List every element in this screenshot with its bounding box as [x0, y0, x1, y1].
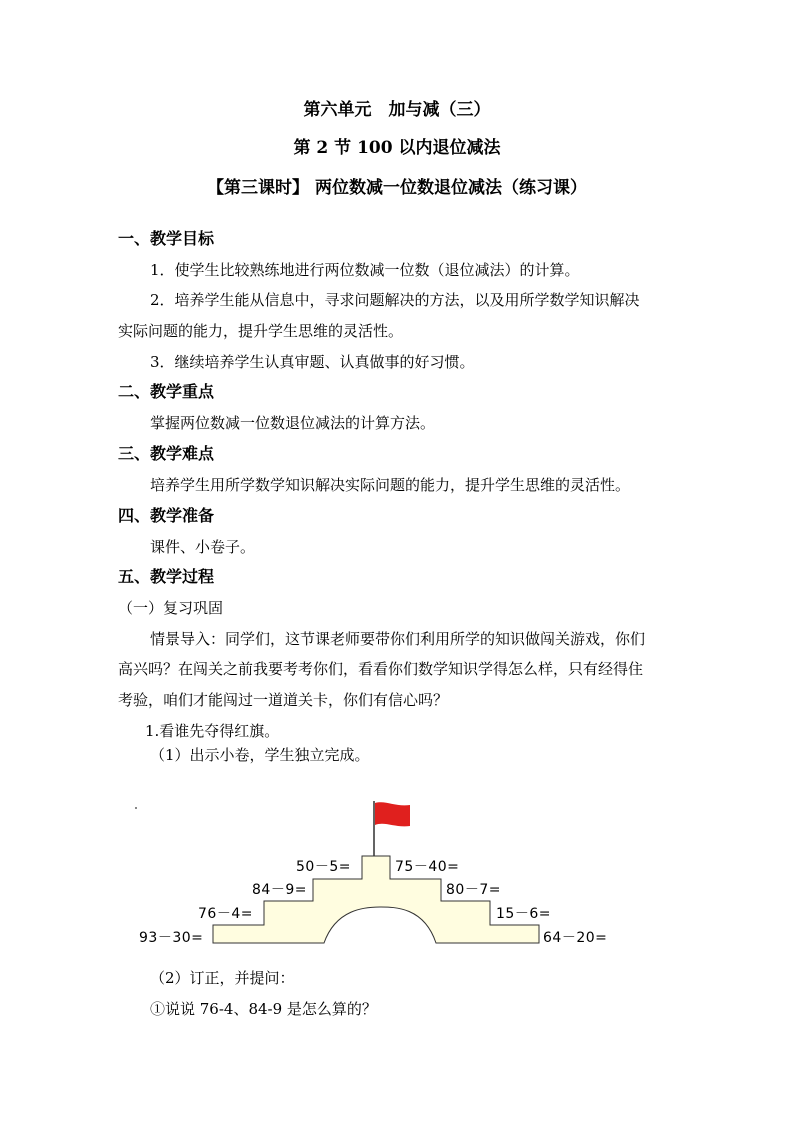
intro-line3: 考验，咱们才能闯过一道道关卡，你们有信心吗？ [118, 691, 449, 709]
stray-dot [135, 807, 137, 809]
equation-bottom-left: 93－30= [139, 930, 204, 946]
subheading-review: （一）复习巩固 [118, 599, 224, 617]
equation-level2-left: 84－9= [252, 882, 307, 898]
objective-2-line1: 2．培养学生能从信息中，寻求问题解决的方法，以及用所学数学知识解决 [150, 291, 640, 309]
objective-1: 1．使学生比较熟练地进行两位数减一位数（退位减法）的计算。 [150, 261, 580, 279]
section-title: 第 2 节 100 以内退位减法 [293, 138, 501, 158]
heading-key-points: 二、教学重点 [118, 382, 215, 401]
intro-line2: 高兴吗？在闯关之前我要考考你们，看看你们数学知识学得怎么样，只有经得住 [118, 660, 644, 678]
objective-3: 3．继续培养学生认真审题、认真做事的好习惯。 [150, 353, 475, 371]
heading-preparation: 四、教学准备 [118, 506, 215, 525]
heading-difficulties: 三、教学难点 [118, 444, 215, 463]
equation-level2-right: 80－7= [446, 882, 501, 898]
intro-line1: 情景导入：同学们，这节课老师要带你们利用所学的知识做闯关游戏，你们 [150, 630, 646, 648]
activity-1-question: ①说说 76-4、84-9 是怎么算的？ [150, 1000, 377, 1018]
heading-objectives: 一、教学目标 [118, 229, 215, 248]
lesson-title: 【第三课时】 两位数减一位数退位减法（练习课） [207, 178, 587, 198]
flag-staircase-figure [130, 795, 630, 955]
difficulties-text: 培养学生用所学数学知识解决实际问题的能力，提升学生思维的灵活性。 [150, 476, 631, 494]
activity-1-step1: （1）出示小卷，学生独立完成。 [150, 746, 370, 764]
activity-1: 1.看谁先夺得红旗。 [145, 722, 280, 740]
staircase-shape [213, 856, 539, 943]
equation-level3-right: 15－6= [496, 906, 551, 922]
activity-1-step2: （2）订正，并提问： [150, 969, 295, 987]
equation-level3-left: 76－4= [198, 906, 253, 922]
red-flag-icon [375, 802, 410, 826]
preparation-text: 课件、小卷子。 [150, 538, 256, 556]
equation-top-left: 50－5= [296, 859, 351, 875]
equation-top-right: 75－40= [395, 859, 460, 875]
equation-bottom-right: 64－20= [543, 930, 608, 946]
objective-2-line2: 实际问题的能力，提升学生思维的灵活性。 [118, 322, 404, 340]
unit-title: 第六单元 加与减（三） [303, 100, 491, 120]
heading-process: 五、教学过程 [118, 567, 215, 586]
key-points-text: 掌握两位数减一位数退位减法的计算方法。 [150, 414, 436, 432]
